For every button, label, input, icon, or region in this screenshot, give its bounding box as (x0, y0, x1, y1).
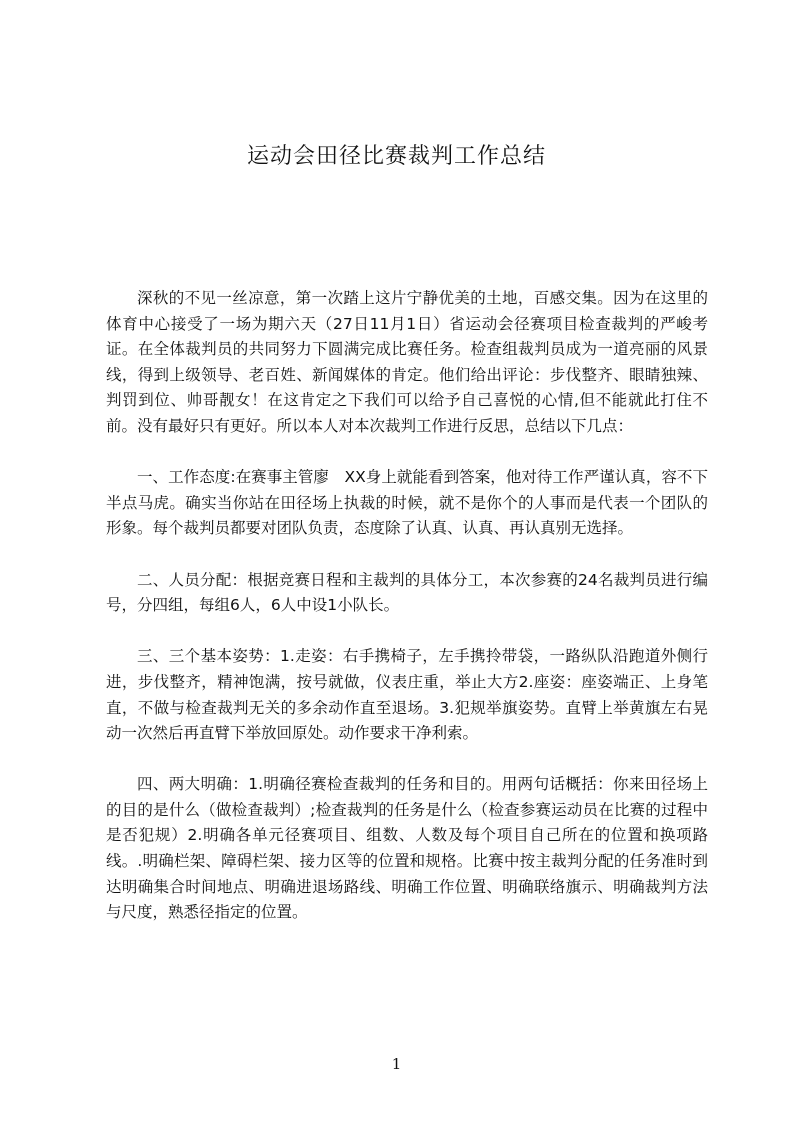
paragraph-two-clarifications: 四、两大明确：1.明确径赛检查裁判的任务和目的。用两句话概括：你来田径场上的目的是什么（做检查裁判）;检查裁判的任务是什么（检查参赛运动员在比赛的过程中是否犯规）2.明确各单元径赛项目、组数、人数及每个项目自己所在的位置和换项路线。.明确栏架、障碍栏架、接力区等的位置和规格。比赛中按主裁判分配的任务准时到达明确集合时间地点、明确进退场路线、明确工作位置、明确联络旗示、明确裁判方法与尺度，熟悉径指定的位置。 (106, 775, 708, 922)
page-number: 1 (391, 1055, 402, 1073)
paragraph-work-attitude: 一、工作态度:在赛事主管廖 XX身上就能看到答案，他对待工作严谨认真，容不下半点马虎。确实当你站在田径场上执裁的时候，就不是你个的人事而是代表一个团队的形象。每个裁判员都要对团队负责，态度除了认真、认真、再认真别无选择。 (106, 468, 708, 538)
page-title: 运动会田径比赛裁判工作总结 (246, 144, 546, 169)
document-body (106, 286, 708, 951)
paragraph-basic-postures: 三、三个基本姿势：1.走姿：右手携椅子，左手携拎带袋，一路纵队沿跑道外侧行进，步伐整齐，精神饱满，按号就做，仪表庄重，举止大方2.座姿：座姿端正、上身笔直，不做与检查裁判无关的多余动作直至退场。3.犯规举旗姿势。直臂上举黄旗左右晃动一次然后再直臂下举放回原处。动作要求干净利索。 (106, 647, 708, 743)
paragraph-staff-allocation: 二、人员分配：根据竞赛日程和主裁判的具体分工，本次参赛的24名裁判员进行编号，分四组，每组6人，6人中设1小队长。 (106, 570, 708, 615)
paragraph-intro: 深秋的不见一丝凉意，第一次踏上这片宁静优美的土地，百感交集。因为在这里的体育中心接受了一场为期六天（27日11月1日）省运动会径赛项目检查裁判的严峻考证。在全体裁判员的共同努力下圆满完成比赛任务。检查组裁判员成为一道亮丽的风景线，得到上级领导、老百姓、新闻媒体的肯定。他们给出评论：步伐整齐、眼睛独辣、判罚到位、帅哥靓女！在这肯定之下我们可以给予自己喜悦的心情,但不能就此打住不前。没有最好只有更好。所以本人对本次裁判工作进行反思，总结以下几点： (106, 289, 708, 435)
